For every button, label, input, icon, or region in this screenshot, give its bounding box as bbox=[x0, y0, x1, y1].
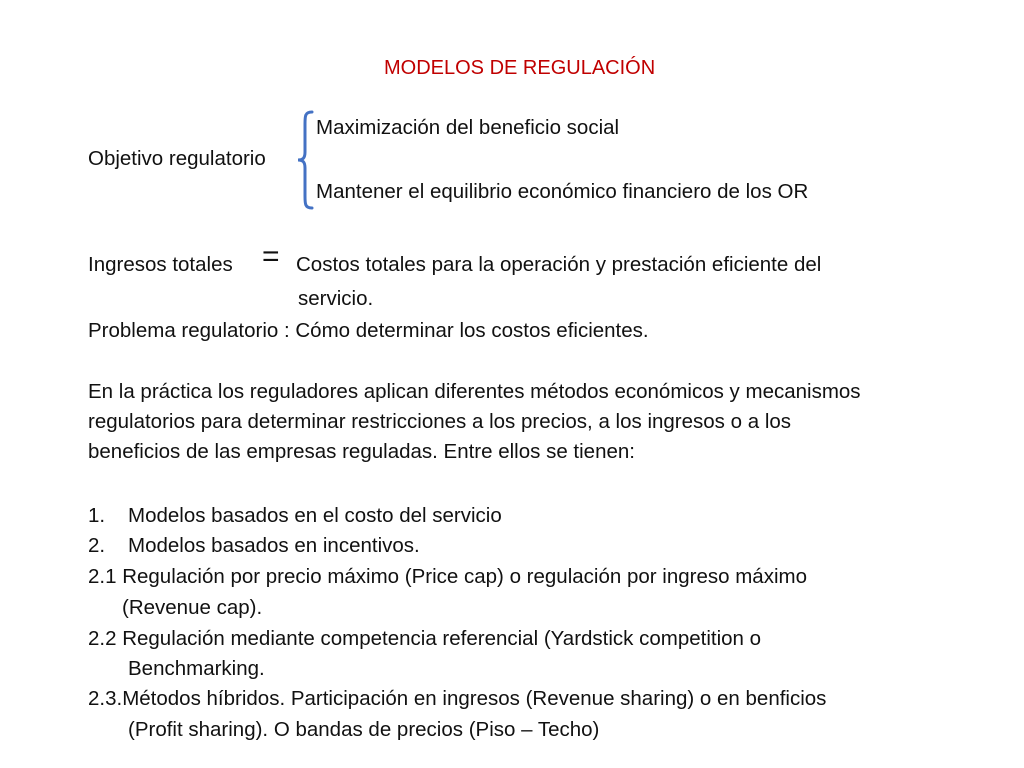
objective-label: Objetivo regulatorio bbox=[88, 147, 266, 170]
paragraph-line-1: En la práctica los reguladores aplican diferentes métodos económicos y mecanismos bbox=[88, 380, 861, 403]
sub-item-line1: 2.1 Regulación por precio máximo (Price cap) o regulación por ingreso máximo bbox=[88, 565, 807, 588]
paragraph-line-3: beneficios de las empresas reguladas. Entre ellos se tienen: bbox=[88, 440, 635, 463]
equation-rhs-line1: Costos totales para la operación y prestación eficiente del bbox=[296, 253, 822, 276]
curly-brace-icon bbox=[296, 110, 314, 210]
objective-item-1: Maximización del beneficio social bbox=[316, 116, 620, 139]
list-item-number: 1. bbox=[88, 504, 106, 527]
paragraph-line-2: regulatorios para determinar restricciones a los precios, a los ingresos o a los bbox=[88, 410, 792, 433]
list-item-number: 2. bbox=[88, 534, 106, 557]
problem-statement: Problema regulatorio : Cómo determinar los costos eficientes. bbox=[88, 319, 649, 342]
sub-item-line2: (Profit sharing). O bandas de precios (Piso – Techo) bbox=[128, 718, 600, 741]
equation-rhs-line2: servicio. bbox=[298, 287, 374, 310]
slide-title: MODELOS DE REGULACIÓN bbox=[384, 57, 656, 79]
equals-sign: = bbox=[262, 240, 280, 273]
sub-item-line1: 2.2 Regulación mediante competencia referencial (Yardstick competition o bbox=[88, 627, 762, 650]
equation-lhs: Ingresos totales bbox=[88, 253, 233, 276]
sub-item-line2: (Revenue cap). bbox=[122, 596, 263, 619]
sub-item-line1: 2.3.Métodos híbridos. Participación en ingresos (Revenue sharing) o en benficios bbox=[88, 687, 827, 710]
sub-item-line2: Benchmarking. bbox=[128, 657, 265, 680]
list-item-text: Modelos basados en incentivos. bbox=[128, 534, 420, 557]
objective-item-2: Mantener el equilibrio económico financiero de los OR bbox=[316, 180, 809, 203]
list-item-text: Modelos basados en el costo del servicio bbox=[128, 504, 502, 527]
